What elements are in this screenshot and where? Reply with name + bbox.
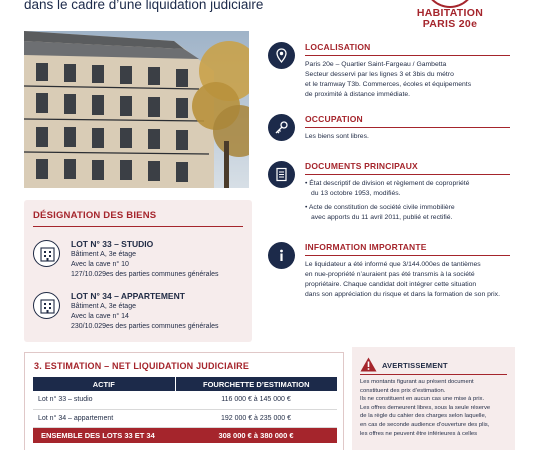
row-asset: Lot n° 33 – studio (33, 391, 175, 409)
lot-33-heading: LOT N° 33 – STUDIO (71, 239, 154, 249)
building-icon (33, 240, 60, 267)
warning-divider (360, 374, 507, 375)
important-line: dans son appréciation du risque et dans la formation de son prix. (305, 291, 500, 298)
warning-line: de la règle du cahier des charges selon laquelle, (360, 413, 487, 420)
lot-33-text (71, 238, 218, 280)
lot-34-cellar: Avec la cave n° 14 (71, 313, 129, 320)
estimation-panel (24, 352, 344, 450)
estimation-title: 3. ESTIMATION – NET LIQUIDATION JUDICIAIRE (34, 361, 250, 371)
important-line: Le liquidateur a été informé que 3/144.000es de tantièmes (305, 261, 481, 268)
table-total-row (33, 427, 337, 443)
documents-body (305, 161, 520, 223)
warning-line: Les montants figurant au présent document (360, 379, 474, 385)
warning-line: Ils ne constituent en aucun cas une mise à prix. (360, 396, 485, 403)
key-icon (268, 114, 295, 141)
lot-34 (33, 290, 248, 338)
important-divider (305, 255, 510, 256)
documents-bullet-cont: du 13 octobre 1953, modifiés. (311, 190, 401, 197)
localisation-body (305, 42, 520, 100)
important-body (305, 242, 520, 300)
info-icon (268, 242, 295, 269)
badge-category: HABITATION (416, 7, 484, 19)
column-header-actif: ACTIF (33, 377, 175, 391)
designation-panel (24, 200, 252, 342)
lot-34-shares: 230/10.029es des parties communes générales (71, 323, 219, 330)
warning-line: Les offres demeurent libres, sous la seule réserve (360, 404, 491, 411)
table-row (33, 409, 337, 427)
document-icon (268, 161, 295, 188)
warning-line: constituent des prix d’estimation. (360, 387, 446, 394)
lot-33-cellar: Avec la cave n° 10 (71, 261, 129, 268)
documents-title: DOCUMENTS PRINCIPAUX (305, 161, 418, 171)
localisation-title: LOCALISATION (305, 42, 371, 52)
important-line: propriétaire. Chaque candidat doit intégrer cette situation (305, 281, 477, 288)
lot-34-text (71, 290, 218, 332)
building-icon (33, 292, 60, 319)
estimation-table (33, 377, 337, 443)
lot-34-heading: LOT N° 34 – APPARTEMENT (71, 291, 185, 301)
warning-triangle-icon (360, 357, 377, 372)
total-asset: ENSEMBLE DES LOTS 33 ET 34 (33, 427, 175, 443)
documents-divider (305, 174, 510, 175)
row-asset: Lot n° 34 – appartement (33, 409, 175, 427)
lot-33 (33, 238, 248, 286)
occupation-body (305, 114, 520, 142)
lot-33-shares: 127/10.029es des parties communes générales (71, 271, 219, 278)
building-photo (24, 31, 249, 188)
lot-33-building: Bâtiment A, 3e étage (71, 251, 136, 258)
row-range: 192 000 € à 235 000 € (175, 409, 337, 427)
localisation-line: de proximité à distance immédiate. (305, 91, 411, 98)
documents-bullet: • État descriptif de division et règlement de copropriété (305, 180, 470, 187)
warning-title: AVERTISSEMENT (382, 361, 448, 370)
documents-bullet: • Acte de constitution de société civile immobilière (305, 204, 455, 211)
occupation-divider (305, 127, 510, 128)
occupation-title: OCCUPATION (305, 114, 363, 124)
row-range: 116 000 € à 145 000 € (175, 391, 337, 409)
occupation-line: Les biens sont libres. (305, 133, 369, 140)
table-header-row (33, 377, 337, 391)
warning-line: les offres ne peuvent être inférieures à celles (360, 430, 478, 437)
localisation-line: Paris 20e – Quartier Saint-Fargeau / Gambetta (305, 61, 447, 68)
lot-34-building: Bâtiment A, 3e étage (71, 303, 136, 310)
important-title: INFORMATION IMPORTANTE (305, 242, 427, 252)
localisation-divider (305, 55, 510, 56)
important-line: en nue-propriété n’auraient pas été transmis à la société (305, 271, 475, 278)
column-header-fourchette: FOURCHETTE D’ESTIMATION (175, 377, 337, 391)
localisation-line: Secteur desservi par les lignes 3 et 3bis du métro (305, 71, 454, 78)
localisation-line: et le tramway T3b. Commerces, écoles et équipements (305, 81, 472, 88)
table-row (33, 391, 337, 409)
documents-bullet-cont: avec apports du 11 avril 2011, publié et rectifié. (311, 214, 453, 221)
designation-divider (33, 226, 243, 227)
warning-body (360, 378, 510, 438)
building-photo-illustration (24, 31, 249, 188)
warning-line: en cas de seconde audience d’ouverture des plis, (360, 421, 490, 428)
page-subtitle: dans le cadre d’une liquidation judiciaire (24, 0, 264, 12)
category-badge (402, 0, 498, 30)
map-pin-icon (268, 42, 295, 69)
badge-location: PARIS 20e (422, 18, 478, 30)
designation-title: DÉSIGNATION DES BIENS (33, 210, 157, 221)
warning-panel (352, 347, 515, 450)
total-range: 308 000 € à 380 000 € (175, 427, 337, 443)
